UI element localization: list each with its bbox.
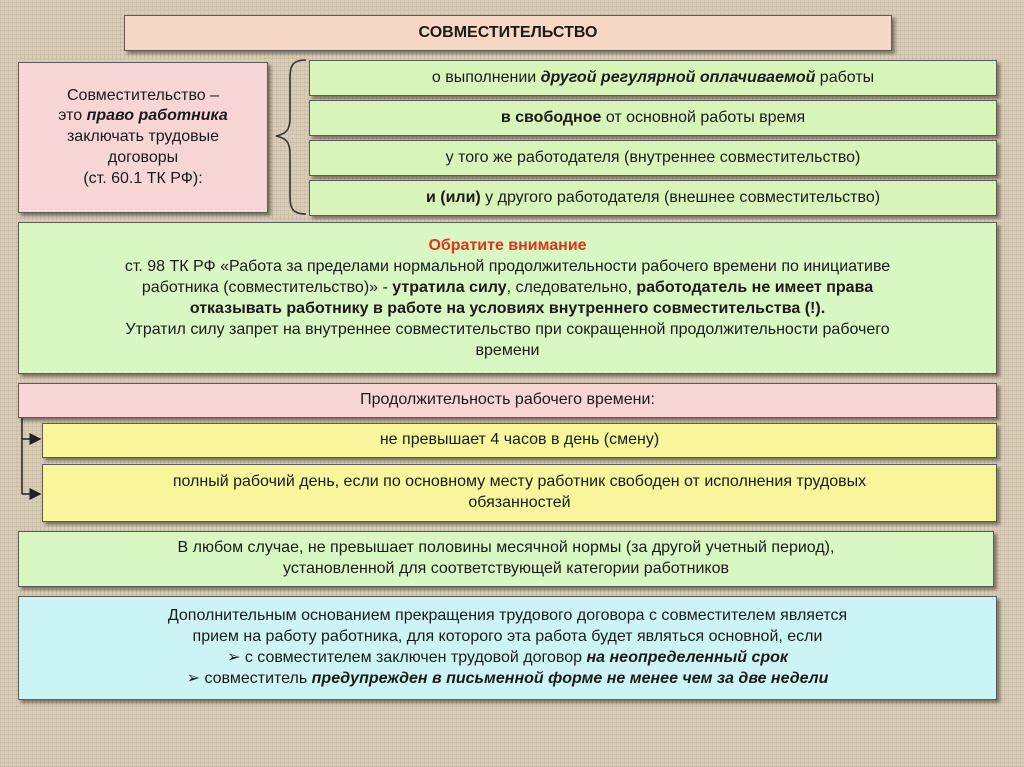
duration-heading: Продолжительность рабочего времени:: [360, 391, 655, 409]
arrow-bullet-icon: ➢: [186, 669, 205, 687]
attention-line-1: ст. 98 ТК РФ «Работа за пределами нормальной продолжительности рабочего времени по инициативе: [124, 257, 891, 275]
duration-option-full-day: полный рабочий день, если по основному месту работник свободен от исполнения трудовых обязанностей: [42, 464, 997, 522]
definition-line-5: (ст. 60.1 ТК РФ):: [83, 169, 203, 187]
termination-line-1: Дополнительным основанием прекращения трудового договора с совместителем является: [167, 607, 848, 625]
condition-other-employer: и (или) у другого работодателя (внешнее совместительство): [309, 180, 997, 216]
condition-free-time: в свободное от основной работы время: [309, 100, 997, 136]
attention-heading: Обратите внимание: [428, 236, 587, 254]
definition-line-3: заключать трудовые: [66, 128, 220, 146]
termination-bullet-1: ➢ с совместителем заключен трудовой договор на неопределенный срок: [226, 649, 789, 666]
attention-line-4: Утратил силу запрет на внутреннее совместительство при сокращенной продолжительности рабочего: [125, 321, 890, 339]
attention-line-5: времени: [475, 342, 540, 360]
definition-line-1: Совместительство –: [66, 86, 219, 104]
termination-box: [18, 596, 997, 700]
definition-line-4: договоры: [107, 148, 179, 166]
arrow-bullet-icon: ➢: [226, 649, 245, 666]
duration-option-4-hours: не превышает 4 часов в день (смену): [42, 423, 997, 458]
page-title: СОВМЕСТИТЕЛЬСТВО: [418, 23, 598, 41]
condition-same-employer: у того же работодателя (внутреннее совместительство): [309, 140, 997, 176]
attention-line-3: отказывать работнику в работе на условиях внутреннего совместительства (!).: [189, 300, 826, 317]
anycase-box: В любом случае, не превышает половины месячной нормы (за другой учетный период), установленной для соответствующей категории работников: [18, 531, 994, 587]
termination-line-2: прием на работу работника, для которого эта работа будет являться основной, если: [192, 628, 823, 646]
attention-line-2: работника (совместительство)» - утратила силу, следовательно, работодатель не имеет права: [141, 278, 874, 296]
definition-line-2: это право работника: [58, 107, 228, 125]
termination-bullet-2: ➢ совместитель предупрежден в письменной форме не менее чем за две недели: [186, 669, 829, 687]
condition-regular-work: о выполнении другой регулярной оплачиваемой работы: [309, 60, 997, 96]
